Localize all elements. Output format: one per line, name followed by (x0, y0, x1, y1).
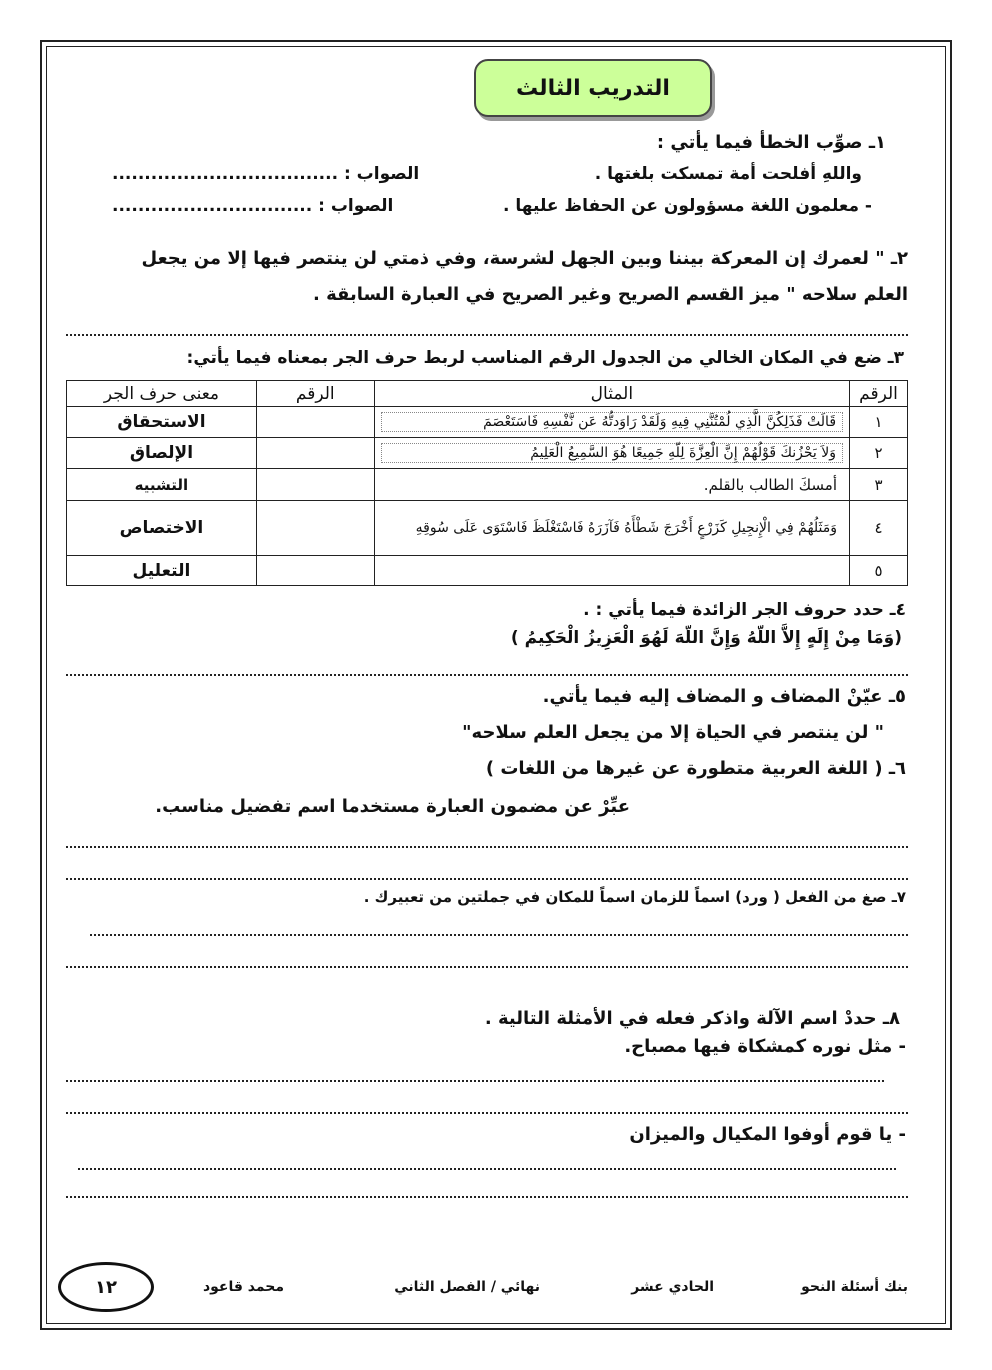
preposition-table (66, 380, 908, 586)
row-number: ٤ (850, 501, 908, 556)
row-example (374, 438, 849, 469)
table-row (67, 501, 908, 556)
q2-line-1: ٢ـ " لعمرك إن المعركة بيننا وبين الجهل لشرسة، وفي ذمتي لن ينتصر فيها إلا من يجعل (141, 248, 908, 269)
q1-sentence-2: - معلمون اللغة مسؤولون عن الحفاظ عليها . (503, 196, 872, 216)
answer-line[interactable] (66, 966, 908, 968)
footer-grade: الحادي عشر (631, 1279, 714, 1295)
answer-line[interactable] (66, 878, 908, 880)
row-number: ١ (850, 407, 908, 438)
example-text: قَالَتْ فَذَلِكُنَّ الَّذِي لُمْتُنَّنِي فِيهِ وَلَقَدْ رَاوَدتُّهُ عَن نَّفْسِهِ فَاسَتَعْصَمَ (381, 412, 843, 432)
table-row (67, 469, 908, 501)
answer-line[interactable] (78, 1168, 896, 1170)
row-example (374, 407, 849, 438)
header-answer-number: الرقم (256, 381, 374, 407)
footer-term: نهائي / الفصل الثاني (394, 1279, 540, 1295)
answer-line[interactable] (66, 1112, 908, 1114)
row-example (374, 501, 849, 556)
q8-item-2: - يا قوم أوفوا المكيال والميزان (629, 1124, 906, 1145)
table-row (67, 407, 908, 438)
row-meaning: التعليل (67, 556, 257, 586)
answer-line[interactable] (66, 1080, 884, 1082)
table-header-row (67, 381, 908, 407)
answer-cell[interactable] (256, 501, 374, 556)
answer-line[interactable] (66, 334, 908, 336)
example-text: وَلاَ يَحْزُنكَ قَوْلُهُمْ إِنَّ الْعِزَّةَ لِلّهِ جَمِيعًا هُوَ السَّمِيعُ الْعَلِيمُ (381, 443, 843, 463)
footer-bank: بنك أسئلة النحو (801, 1279, 908, 1295)
q1-answer-2: الصواب : ............................... (112, 196, 394, 216)
q6-instruction: عبِّرْ عن مضمون العبارة مستخدما اسم تفضيل مناسب. (155, 796, 630, 817)
row-meaning: التشبيه (67, 469, 257, 501)
footer-author: محمد قاعود (202, 1279, 284, 1295)
q5-quote: " لن ينتصر في الحياة إلا من يجعل العلم سلاحه" (462, 722, 884, 743)
q8-heading: ٨ـ حددْ اسم الآلة واذكر فعله في الأمثلة التالية . (484, 1008, 900, 1029)
example-text: وَمَثَلُهُمْ فِي الْإِنجِيلِ كَزَرْعٍ أَخْرَجَ شَطْأَهُ فَآزَرَهُ فَاسْتَغْلَظَ فَاسْتَوَى عَلَى سُوقِهِ (415, 520, 838, 536)
answer-cell[interactable] (256, 469, 374, 501)
q1-heading: ١ـ صوِّب الخطأ فيما يأتي : (656, 132, 886, 153)
answer-line[interactable] (66, 846, 908, 848)
answer-line[interactable] (66, 1196, 908, 1198)
row-number: ٢ (850, 438, 908, 469)
table-row (67, 556, 908, 586)
row-example (374, 556, 849, 586)
row-number: ٣ (850, 469, 908, 501)
answer-cell[interactable] (256, 438, 374, 469)
page-title: التدريب الثالث (474, 59, 712, 117)
row-meaning: الاستحقاق (67, 407, 257, 438)
q7-heading: ٧ـ صغ من الفعل ( ورد) اسماً للزمان اسماً للمكان في جملتين من تعبيرك . (363, 888, 906, 906)
row-number: ٥ (850, 556, 908, 586)
q4-heading: ٤ـ حدد حروف الجر الزائدة فيما يأتي : . (583, 600, 906, 620)
table-row (67, 438, 908, 469)
q5-heading: ٥ـ عيّنْ المضاف و المضاف إليه فيما يأتي. (542, 686, 906, 707)
header-example: المثال (374, 381, 849, 407)
q3-heading: ٣ـ ضع في المكان الخالي من الجدول الرقم المناسب لربط حرف الجر بمعناه فيما يأتي: (186, 348, 904, 368)
q1-answer-1: الصواب : ................................... (112, 164, 420, 184)
page-number: ١٢ (58, 1262, 154, 1312)
row-meaning: الإلصاق (67, 438, 257, 469)
example-text: أمسكَ الطالب بالقلم. (703, 475, 838, 494)
q8-item-1: - مثل نوره كمشكاة فيها مصباح. (624, 1036, 906, 1057)
answer-cell[interactable] (256, 407, 374, 438)
answer-line[interactable] (90, 934, 908, 936)
header-number: الرقم (850, 381, 908, 407)
q2-line-2: العلم سلاحه " ميز القسم الصريح وغير الصريح في العبارة السابقة . (313, 284, 908, 305)
row-example (374, 469, 849, 501)
q6-heading: ٦ـ ( اللغة العربية متطورة عن غيرها من اللغات ) (485, 758, 906, 779)
answer-line[interactable] (66, 674, 908, 676)
row-meaning: الاختصاص (67, 501, 257, 556)
answer-cell[interactable] (256, 556, 374, 586)
q1-sentence-1: واللهِ أفلحت أمة تمسكت بلغتها . (594, 164, 862, 184)
header-meaning: معنى حرف الجر (67, 381, 257, 407)
q4-verse: (وَمَا مِنْ إِلَهٍ إِلاَّ اللّهُ وَإِنَّ اللّهَ لَهُوَ الْعَزِيزُ الْحَكِيمُ ) (510, 628, 902, 648)
